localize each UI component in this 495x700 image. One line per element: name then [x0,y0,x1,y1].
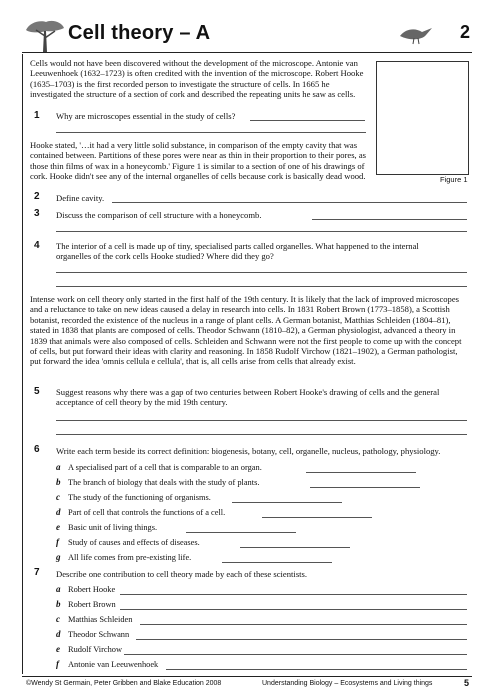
header [22,16,474,52]
answer-line[interactable] [140,624,467,625]
answer-line[interactable] [120,609,467,610]
item-letter: c [56,492,60,502]
header-rule [22,52,472,53]
bird-icon [396,22,436,46]
question-2-text: Define cavity. [56,193,105,203]
answer-line[interactable] [166,669,467,670]
answer-line[interactable] [56,231,467,232]
definition-item: All life comes from pre-existing life. [68,553,192,562]
scientist-item: Robert Hooke [68,585,116,594]
figure-caption: Figure 1 [440,175,468,184]
item-letter: d [56,629,61,639]
question-5-text: Suggest reasons why there was a gap of two centuries between Robert Hooke's drawing of cells and the general acceptance of cell theory by the mid 19th century. [56,387,440,408]
answer-line[interactable] [240,547,350,548]
answer-line[interactable] [250,120,365,121]
answer-line[interactable] [56,272,467,273]
item-letter: c [56,614,60,624]
footer-rule [22,676,472,677]
history-paragraph: Intense work on cell theory only started in the first half of the 19th century. It is likely that the lack of improved microscopes and a reluctance to take on new ideas caused a delay in research into cells. In 1831 Robert Brown (1773–1858), a Scottish botanist, recorded the existence of the nucleus in a range of plant cells. A German botanist, Matthias Schleiden (1804–81), stated in 1838 that plants are composed of cells. Theodor Schwann (1810–82), a German physiologist, advanced a theory in 1839 that animals were also composed of cells. Schleiden and Schwann were not the first people to come up with the concept of cells, but put forward their ideas with clarity and reasoning. In 1858 Rudolf Virchow (1821–1902), a German pathologist, put forward the idea 'omnis cellula e cellula', that is, all cells arise from cells that already exist. [30,294,462,367]
definition-item: The branch of biology that deals with the study of plants. [68,478,260,487]
tree-icon [22,16,66,52]
scientist-item: Matthias Schleiden [68,615,133,624]
answer-line[interactable] [56,434,467,435]
question-6-text: Write each term beside its correct definition: biogenesis, botany, cell, organelle, nucleus, pathology, physiology. [56,446,441,456]
hooke-quote-text: Hooke stated, '…it had a very little solid substance, in comparison of the empty cavity that was contained between. Partitions of these pores were near as thin in their proportion to their pores, as those thin films of wax in a honeycomb.' Figure 1 is similar to a section of one of his drawings of cork. Hooke didn't see any of the internal organelles of cells because cork is basically dead wood. [30,140,367,182]
figure-1-box [376,61,469,175]
question-number: 4 [34,240,40,251]
question-3-text: Discuss the comparison of cell structure with a honeycomb. [56,210,262,220]
page-title: Cell theory – A [68,22,211,44]
item-letter: e [56,522,60,532]
scientist-item: Theodor Schwann [68,630,130,639]
item-letter: g [56,552,61,562]
question-number: 6 [34,444,40,455]
answer-line[interactable] [136,639,467,640]
item-letter: f [56,537,59,547]
question-number: 3 [34,208,40,219]
item-letter: e [56,644,60,654]
definition-item: A specialised part of a cell that is comparable to an organ. [68,463,262,472]
book-title-footer: Understanding Biology – Ecosystems and Living things [262,680,433,687]
hooke-paragraph [30,140,370,182]
definition-item: Part of cell that controls the functions of a cell. [68,508,226,517]
answer-line[interactable] [306,472,416,473]
intro-paragraph: Cells would not have been discovered without the development of the microscope. Antonie van Leeuwenhoek (1632–1723) is often credited with the invention of the microscope. Robert Hooke (1635–1703) is the first recorded person to investigate the structure of cells. In 1665 he investigated the structure of a section of cork and described the repeating units he saw as cells. [30,58,364,100]
answer-line[interactable] [186,532,296,533]
question-number: 7 [34,567,40,578]
item-letter: b [56,477,61,487]
item-letter: f [56,659,59,669]
answer-line[interactable] [56,420,467,421]
scientist-item: Rudolf Virchow [68,645,123,654]
answer-line[interactable] [222,562,332,563]
answer-line[interactable] [232,502,342,503]
answer-line[interactable] [310,487,420,488]
page-number-footer: 5 [463,678,469,688]
answer-line[interactable] [262,517,372,518]
answer-line[interactable] [124,654,467,655]
item-letter: a [56,462,61,472]
definition-item: Study of causes and effects of diseases. [68,538,200,547]
answer-line[interactable] [120,594,467,595]
definition-item: The study of the functioning of organisms. [68,493,211,502]
definition-item: Basic unit of living things. [68,523,158,532]
scientist-item: Robert Brown [68,600,116,609]
answer-line[interactable] [112,202,467,203]
section-number: 2 [459,22,470,42]
copyright-footer: ©Wendy St Germain, Peter Gribben and Blake Education 2008 [26,680,222,687]
item-letter: a [56,584,61,594]
item-letter: d [56,507,61,517]
answer-line[interactable] [56,132,366,133]
question-number: 1 [34,110,40,121]
question-7-text: Describe one contribution to cell theory made by each of these scientists. [56,569,308,579]
question-number: 5 [34,386,40,397]
item-letter: b [56,599,61,609]
scientist-item: Antonie van Leeuwenhoek [68,660,159,669]
question-number: 2 [34,191,40,202]
answer-line[interactable] [312,219,467,220]
question-4-text: The interior of a cell is made up of tiny, specialised parts called organelles. What happened to the internal organelles of the cork cells Hooke studied? Where did they go? [56,241,419,262]
answer-line[interactable] [56,286,467,287]
question-1-text: Why are microscopes essential in the study of cells? [56,111,236,121]
